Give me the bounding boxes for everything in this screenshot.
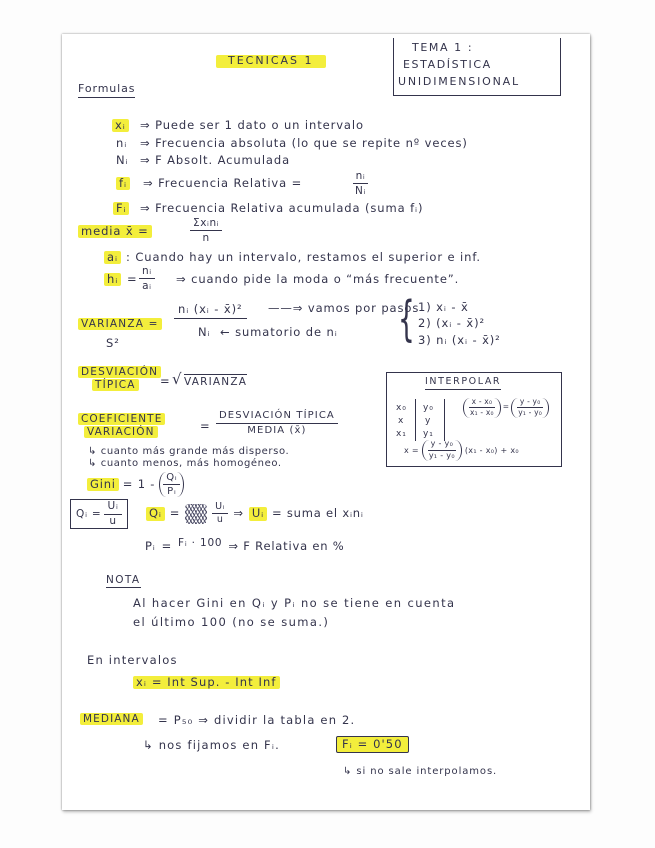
mean-label: media x̄ = <box>78 225 152 238</box>
intervals-formula: xᵢ = Int Sup. - Int Inf <box>133 676 280 689</box>
std-dev-label-1: DESVIACIÓN <box>78 366 161 378</box>
hi-denominator: aᵢ <box>142 280 152 293</box>
hi-numerator: nᵢ <box>139 265 155 279</box>
table-y1: y₁ <box>423 429 434 439</box>
qi-symbol: Qᵢ <box>146 507 165 520</box>
ratio-right-denominator: y₁ - y₀ <box>518 408 543 418</box>
table-y: y <box>425 416 432 426</box>
table-x: x <box>398 416 405 426</box>
hi-equals: = <box>127 272 138 286</box>
hi-symbol: hᵢ <box>104 273 121 286</box>
gini-label: Gini <box>87 478 119 491</box>
median-definition: = P₅₀ ⇒ dividir la tabla en 2. <box>158 713 356 727</box>
Ni-definition: ⇒ F Absolt. Acumulada <box>140 153 291 167</box>
ratio-equals: = <box>502 402 510 412</box>
variance-denominator-note: ← sumatorio de nᵢ <box>220 325 338 339</box>
interpolation-table-divider <box>415 399 416 441</box>
qi-denominator: u <box>216 514 224 526</box>
variance-step-1: 1) xᵢ - x̄ <box>418 300 469 314</box>
gini-denominator: Pᵢ <box>167 486 177 497</box>
cv-numerator: DESVIACIÓN TÍPICA <box>216 410 338 424</box>
hi-fraction <box>139 265 155 292</box>
median-note: ↳ nos fijamos en Fᵢ. <box>143 738 280 752</box>
cv-denominator: MEDIA (x̄) <box>247 424 307 436</box>
qi-box-numerator: Uᵢ <box>104 501 121 515</box>
interpolation-ratio <box>463 398 549 418</box>
std-dev-radicand: VARIANZA <box>184 376 248 388</box>
mean-fraction <box>190 217 222 244</box>
ratio-right-fraction <box>511 398 549 418</box>
fi-symbol: fᵢ <box>116 177 130 190</box>
scribble-mark <box>185 504 207 524</box>
intervals-heading: En intervalos <box>87 653 178 667</box>
qi-box-denominator: u <box>109 514 117 527</box>
xi-symbol: xᵢ <box>112 119 129 132</box>
ratio-right-numerator: y - y₀ <box>517 398 544 408</box>
fi-denominator: Nᵢ <box>355 185 366 198</box>
qi-box-lhs: Qᵢ = <box>76 508 102 521</box>
ui-definition: = suma el xᵢnᵢ <box>271 506 364 521</box>
pi-formula <box>145 536 345 553</box>
topic-line-1: TEMA 1 : <box>412 41 474 54</box>
ratio-left-denominator: x₁ - x₀ <box>470 408 494 418</box>
table-x0: x₀ <box>396 403 407 413</box>
mean-numerator: Σxᵢnᵢ <box>190 217 222 231</box>
fi-fraction <box>352 170 369 197</box>
pi-value: Fᵢ · 100 <box>178 536 223 549</box>
qi-arrow: ⇒ <box>233 506 244 521</box>
pi-symbol: Pᵢ <box>145 539 156 553</box>
Fi-symbol: Fᵢ <box>113 202 129 215</box>
gini-numerator: Qᵢ <box>163 472 180 485</box>
std-dev-equals: = <box>160 374 171 388</box>
variance-step-3: 3) nᵢ (xᵢ - x̄)² <box>418 333 501 347</box>
mean-denominator: n <box>202 232 210 245</box>
xi-definition: ⇒ Puede ser 1 dato o un intervalo <box>140 118 364 132</box>
ai-definition: : Cuando hay un intervalo, restamos el superior e inf. <box>126 250 481 264</box>
cv-note-2: ↳ cuanto menos, más homogéneo. <box>88 458 282 469</box>
std-dev-label-2: TÍPICA <box>92 379 139 391</box>
cv-label-2: VARIACIÓN <box>84 426 158 438</box>
variance-numerator: nᵢ (xᵢ - x̄)² <box>174 303 247 319</box>
topic-line-2: ESTADÍSTICA <box>403 58 492 71</box>
ui-symbol: Uᵢ <box>249 507 267 520</box>
formulas-heading: Formulas <box>78 83 135 98</box>
qi-box-fraction <box>104 501 121 527</box>
steps-brace: { <box>398 291 415 347</box>
fi-numerator: nᵢ <box>353 170 369 184</box>
median-highlight: Fᵢ = 0'50 <box>336 736 409 753</box>
page-title: TECNICAS 1 <box>216 55 326 68</box>
note-line-2: el último 100 (no se suma.) <box>133 615 330 629</box>
hi-definition: ⇒ cuando pide la moda o “más frecuente”. <box>176 272 460 286</box>
gini-fraction <box>159 472 184 497</box>
ni-definition: ⇒ Frecuencia absoluta (lo que se repite nº veces) <box>140 136 468 150</box>
pi-definition: ⇒ F Relativa en % <box>228 539 345 553</box>
note-line-1: Al hacer Gini en Qᵢ y Pᵢ no se tiene en cuenta <box>133 596 456 610</box>
note-heading: NOTA <box>106 574 141 588</box>
cv-label-1: COEFICIENTE <box>78 413 165 425</box>
cv-equals: = <box>200 419 211 433</box>
qi-formula <box>146 502 364 526</box>
fi-definition: ⇒ Frecuencia Relativa = <box>143 176 303 190</box>
table-x1: x₁ <box>396 429 407 439</box>
interpolation-table-edge <box>444 399 445 441</box>
ratio-left-numerator: x - x₀ <box>469 398 496 408</box>
sqrt-sign: √ <box>172 370 183 388</box>
qi-equals: = <box>169 506 181 521</box>
variance-step-2: 2) (xᵢ - x̄)² <box>418 316 485 330</box>
qi-boxed-formula <box>70 499 128 529</box>
solution-lhs: x = <box>404 445 419 455</box>
ni-symbol: nᵢ <box>116 136 128 150</box>
variance-steps-note: ——⇒ vamos por pasos <box>268 301 420 315</box>
topic-line-3: UNIDIMENSIONAL <box>398 75 520 88</box>
interpolation-title: INTERPOLAR <box>425 377 501 390</box>
ratio-left-fraction <box>463 398 501 418</box>
variance-symbol: S² <box>106 336 120 350</box>
gini-equals: = 1 - <box>122 476 156 491</box>
pi-equals: = <box>161 539 173 553</box>
solution-numerator: y - y₀ <box>428 440 456 451</box>
cv-note-1: ↳ cuanto más grande más disperso. <box>88 446 290 457</box>
median-label: MEDIANA <box>80 713 143 725</box>
cv-fraction <box>216 410 338 436</box>
solution-fraction <box>422 440 462 461</box>
Ni-symbol: Nᵢ <box>116 153 129 167</box>
variance-denominator: Nᵢ <box>198 325 211 339</box>
variance-label: VARIANZA = <box>78 318 162 330</box>
median-note-2: ↳ si no sale interpolamos. <box>343 766 498 777</box>
interpolation-solution <box>404 440 519 461</box>
table-y0: y₀ <box>423 403 434 413</box>
qi-fraction <box>212 502 228 526</box>
Fi-definition: ⇒ Frecuencia Relativa acumulada (suma fᵢ) <box>140 201 424 215</box>
gini-formula <box>87 472 184 497</box>
solution-denominator: y₁ - y₀ <box>428 450 455 460</box>
solution-rhs: (x₁ - x₀) + x₀ <box>464 445 519 455</box>
ai-symbol: aᵢ <box>104 251 121 264</box>
qi-numerator: Uᵢ <box>212 502 228 514</box>
